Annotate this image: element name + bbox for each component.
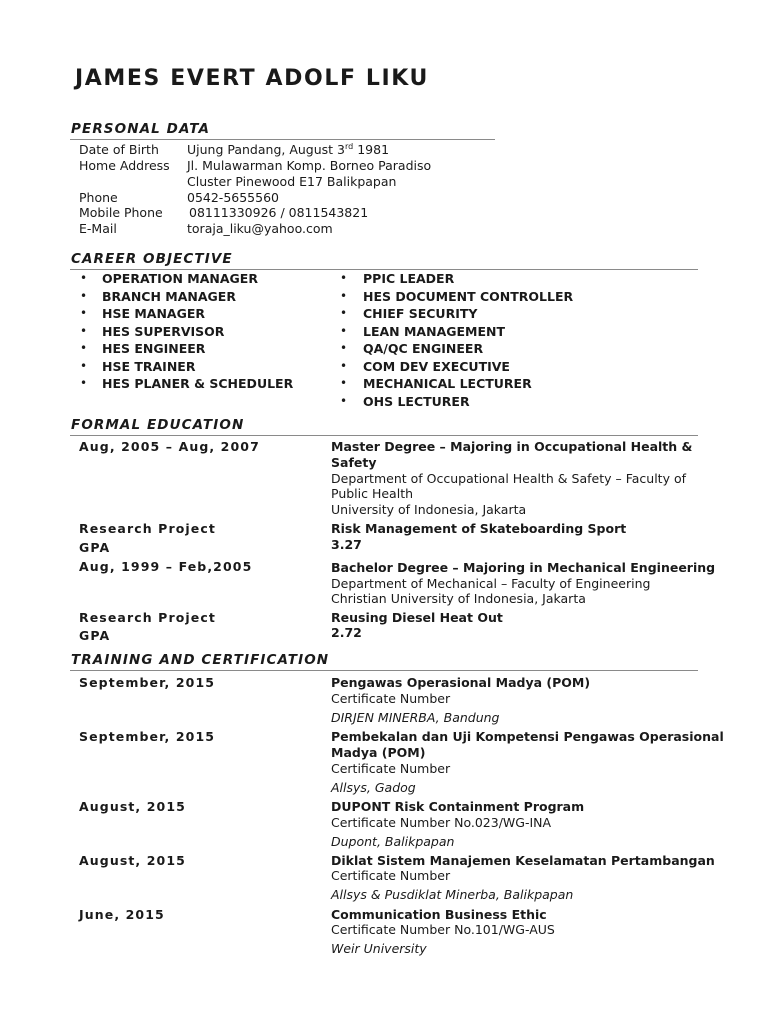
training-4-title: Diklat Sistem Manajemen Keselamatan Pertambangan bbox=[331, 853, 715, 868]
education-2-period: Aug, 1999 – Feb,2005 bbox=[79, 559, 253, 574]
training-5-title: Communication Business Ethic bbox=[331, 907, 547, 922]
bullet-icon: • bbox=[340, 358, 348, 373]
dob-value: Ujung Pandang, August 3rd 1981 bbox=[187, 141, 390, 157]
section-rule bbox=[70, 670, 698, 671]
education-2-research-label: Research Project bbox=[79, 610, 216, 625]
education-2-degree: Bachelor Degree – Majoring in Mechanical Engineering bbox=[331, 560, 716, 575]
phone-value: 0542-5655560 bbox=[187, 190, 279, 205]
address-label: Home Address bbox=[79, 158, 170, 173]
education-1-degree-line-1: Master Degree – Majoring in Occupational Health & bbox=[331, 439, 693, 454]
education-1-gpa-label: GPA bbox=[79, 540, 111, 555]
education-2-university: Christian University of Indonesia, Jakarta bbox=[331, 591, 586, 606]
training-3-date: August, 2015 bbox=[79, 799, 186, 814]
bullet-icon: • bbox=[80, 323, 88, 338]
bullet-icon: • bbox=[80, 306, 88, 320]
training-1-title: Pengawas Operasional Madya (POM) bbox=[331, 675, 591, 690]
education-1-research-value: Risk Management of Skateboarding Sport bbox=[331, 521, 627, 536]
training-4-date: August, 2015 bbox=[79, 853, 186, 868]
training-2-organizer: Allsys, Gadog bbox=[331, 780, 416, 795]
education-2-gpa-value: 2.72 bbox=[331, 625, 362, 640]
career-objective-item: HES PLANER & SCHEDULER bbox=[102, 376, 294, 391]
career-objective-item: HES SUPERVISOR bbox=[102, 323, 225, 339]
mobile-value: 08111330926 / 0811543821 bbox=[189, 205, 369, 220]
bullet-icon: • bbox=[340, 393, 348, 408]
address-line-1: Jl. Mulawarman Komp. Borneo Paradiso bbox=[187, 158, 432, 173]
education-1-research-label: Research Project bbox=[79, 521, 216, 536]
bullet-icon: • bbox=[80, 271, 88, 285]
training-4-organizer: Allsys & Pusdiklat Minerba, Balikpapan bbox=[331, 887, 574, 902]
mobile-label: Mobile Phone bbox=[79, 205, 163, 220]
bullet-icon: • bbox=[340, 271, 348, 285]
training-1-date: September, 2015 bbox=[79, 675, 216, 690]
section-rule bbox=[70, 139, 495, 140]
email-label: E-Mail bbox=[79, 221, 117, 236]
education-2-department: Department of Mechanical – Faculty of Engineering bbox=[331, 576, 651, 591]
bullet-icon: • bbox=[340, 288, 348, 303]
bullet-icon: • bbox=[340, 376, 348, 390]
education-1-period: Aug, 2005 – Aug, 2007 bbox=[79, 439, 260, 454]
section-title-training-certification: TRAINING AND CERTIFICATION bbox=[71, 652, 330, 668]
career-objective-item: LEAN MANAGEMENT bbox=[363, 323, 506, 339]
bullet-icon: • bbox=[340, 341, 348, 355]
training-2-date: September, 2015 bbox=[79, 729, 216, 744]
address-line-2: Cluster Pinewood E17 Balikpapan bbox=[187, 174, 397, 189]
career-objective-item: HSE TRAINER bbox=[102, 358, 196, 374]
career-objective-item: HSE MANAGER bbox=[102, 306, 206, 321]
career-objective-item: CHIEF SECURITY bbox=[363, 306, 478, 321]
career-objective-item: QA/QC ENGINEER bbox=[363, 341, 484, 356]
education-1-department-line-2: Public Health bbox=[331, 486, 414, 501]
section-title-career-objective: CAREER OBJECTIVE bbox=[71, 251, 233, 267]
resume-name: JAMES EVERT ADOLF LIKU bbox=[75, 66, 429, 91]
training-2-title-line-2: Madya (POM) bbox=[331, 745, 426, 760]
career-objective-item: HES DOCUMENT CONTROLLER bbox=[363, 288, 574, 304]
training-2-certificate: Certificate Number bbox=[331, 761, 451, 776]
career-objective-item: OHS LECTURER bbox=[363, 393, 470, 409]
education-2-research-value: Reusing Diesel Heat Out bbox=[331, 610, 503, 625]
education-1-university: University of Indonesia, Jakarta bbox=[331, 502, 527, 517]
section-title-formal-education: FORMAL EDUCATION bbox=[71, 417, 245, 433]
bullet-icon: • bbox=[340, 323, 348, 338]
training-5-organizer: Weir University bbox=[331, 941, 427, 956]
training-4-certificate: Certificate Number bbox=[331, 868, 451, 883]
career-objective-item: OPERATION MANAGER bbox=[102, 271, 258, 286]
dob-label: Date of Birth bbox=[79, 142, 159, 157]
education-1-degree-line-2: Safety bbox=[331, 455, 377, 470]
career-objective-item: BRANCH MANAGER bbox=[102, 288, 236, 304]
training-3-certificate: Certificate Number No.023/WG-INA bbox=[331, 815, 552, 830]
career-objective-item: COM DEV EXECUTIVE bbox=[363, 358, 510, 374]
section-rule bbox=[70, 435, 698, 436]
training-3-organizer: Dupont, Balikpapan bbox=[331, 834, 455, 849]
training-1-organizer: DIRJEN MINERBA, Bandung bbox=[331, 710, 500, 725]
education-1-department-line-1: Department of Occupational Health & Safety – Faculty of bbox=[331, 471, 686, 486]
training-1-certificate: Certificate Number bbox=[331, 691, 451, 706]
bullet-icon: • bbox=[80, 376, 88, 390]
career-objective-item: PPIC LEADER bbox=[363, 271, 455, 286]
email-value: toraja_liku@yahoo.com bbox=[187, 221, 333, 236]
bullet-icon: • bbox=[80, 358, 88, 373]
education-1-gpa-value: 3.27 bbox=[331, 537, 362, 552]
education-2-gpa-label: GPA bbox=[79, 628, 111, 643]
training-2-title-line-1: Pembekalan dan Uji Kompetensi Pengawas Operasional bbox=[331, 729, 724, 744]
career-objective-item: MECHANICAL LECTURER bbox=[363, 376, 532, 391]
phone-label: Phone bbox=[79, 190, 118, 205]
section-title-personal-data: PERSONAL DATA bbox=[71, 121, 211, 137]
career-objective-item: HES ENGINEER bbox=[102, 341, 206, 356]
training-5-date: June, 2015 bbox=[79, 907, 165, 922]
bullet-icon: • bbox=[80, 288, 88, 303]
section-rule bbox=[70, 269, 698, 270]
training-5-certificate: Certificate Number No.101/WG-AUS bbox=[331, 922, 555, 937]
training-3-title: DUPONT Risk Containment Program bbox=[331, 799, 585, 814]
bullet-icon: • bbox=[340, 306, 348, 320]
bullet-icon: • bbox=[80, 341, 88, 355]
